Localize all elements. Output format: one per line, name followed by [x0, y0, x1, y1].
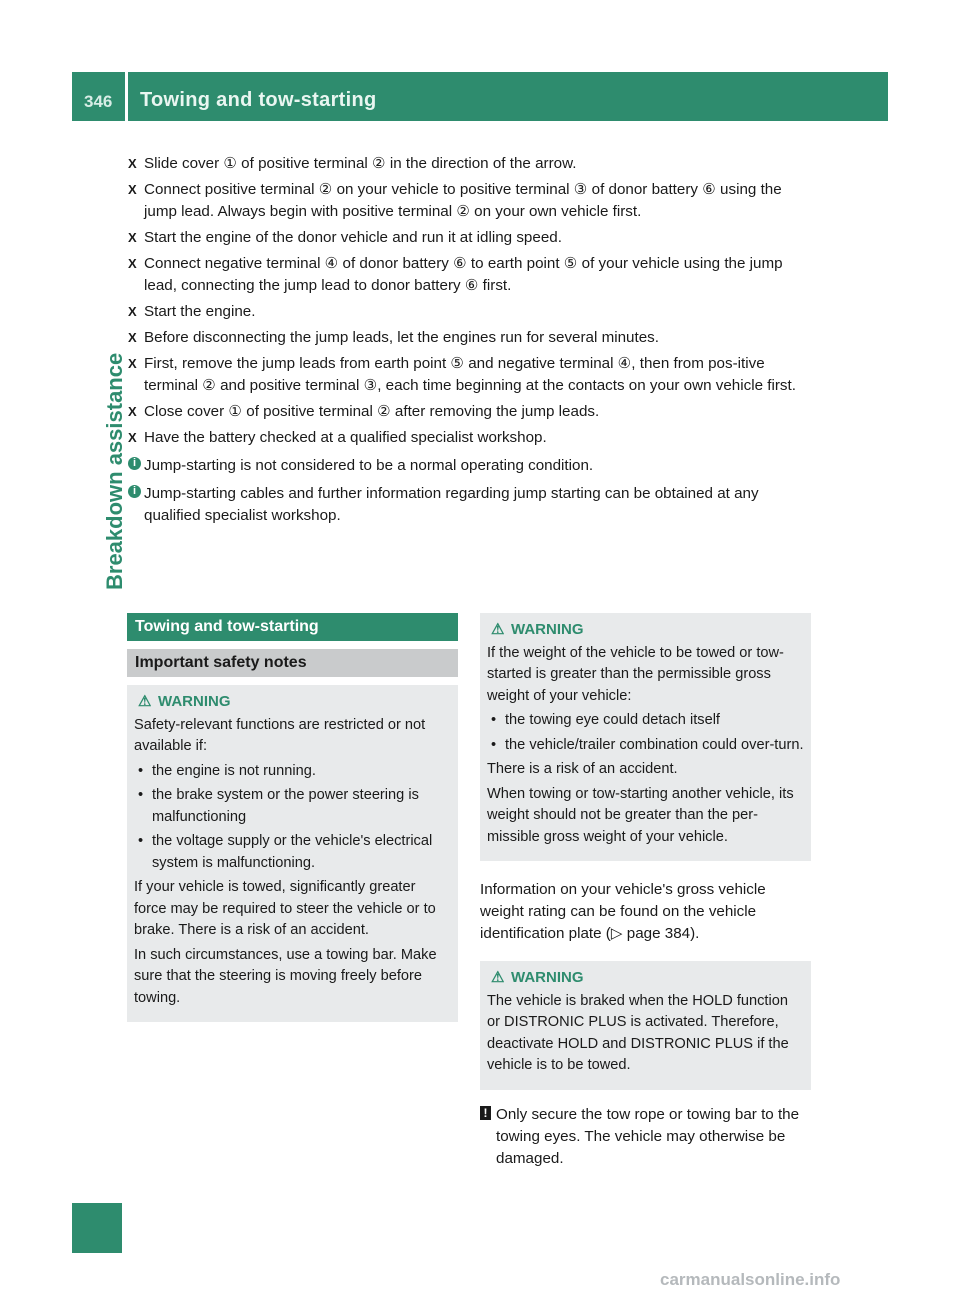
- info-note: i Jump-starting cables and further information regarding jump starting can be obtained at any qualified specialist workshop.: [128, 483, 818, 527]
- instruction-step: X Start the engine.: [128, 301, 818, 323]
- bullet-dot-icon: •: [491, 712, 497, 728]
- instruction-step: X Have the battery checked at a qualified specialist workshop.: [128, 427, 818, 449]
- instruction-step: X Start the engine of the donor vehicle and run it at idling speed.: [128, 227, 818, 249]
- step-arrow-icon: X: [128, 330, 137, 345]
- warning-text: In such circumstances, use a towing bar. Make sure that the steering is moving freely before towing.: [134, 946, 437, 1006]
- right-column: [480, 613, 811, 1170]
- warning-text: There is a risk of an accident.: [487, 761, 678, 777]
- warning-title: ⚠ WARNING: [487, 967, 804, 989]
- warning-triangle-icon: ⚠: [491, 621, 505, 638]
- warning-text: The vehicle is braked when the HOLD function or DISTRONIC PLUS is activated. Therefore, deactivate HOLD and DISTRONIC PLUS if the vehicle is to be towed.: [487, 992, 789, 1073]
- warning-box: [480, 961, 811, 1090]
- left-column: [127, 613, 458, 1022]
- chapter-tab-marker: [72, 1203, 122, 1253]
- instruction-step: X Connect positive terminal ② on your vehicle to positive terminal ③ of donor battery ⑥ using the jump lead. Always begin with positive terminal ② on your own vehicle first.: [128, 181, 782, 220]
- info-note: i Jump-starting is not considered to be a normal operating condition.: [128, 455, 818, 477]
- instruction-step: X Close cover ① of positive terminal ② after removing the jump leads.: [128, 401, 818, 423]
- step-arrow-icon: X: [128, 156, 137, 171]
- warning-triangle-icon: ⚠: [138, 693, 152, 710]
- body-paragraph: Information on your vehicle's gross vehicle weight rating can be found on the vehicle identification plate (▷ page 384).: [480, 881, 766, 942]
- warning-title: ⚠ WARNING: [487, 619, 804, 641]
- step-arrow-icon: X: [128, 356, 137, 371]
- step-arrow-icon: X: [128, 304, 137, 319]
- warning-bullet: • the towing eye could detach itself: [487, 710, 804, 732]
- step-arrow-icon: X: [128, 256, 137, 271]
- instruction-step: X Slide cover ① of positive terminal ② in the direction of the arrow.: [128, 153, 818, 175]
- warning-box: [127, 685, 458, 1022]
- warning-bullet: • the vehicle/trailer combination could over-turn.: [487, 735, 804, 757]
- warning-text: When towing or tow-starting another vehicle, its weight should not be greater than the per-missible gross weight of your vehicle.: [487, 785, 794, 845]
- warning-bullet: • the engine is not running.: [134, 761, 451, 783]
- step-arrow-icon: X: [128, 182, 137, 197]
- info-icon: i: [128, 485, 141, 498]
- step-arrow-icon: X: [128, 430, 137, 445]
- section-heading: Towing and tow-starting: [127, 613, 458, 641]
- page-number: 346: [84, 92, 113, 111]
- info-icon: i: [128, 457, 141, 470]
- chapter-tab-label: Breakdown assistance: [102, 352, 127, 590]
- warning-title: ⚠ WARNING: [134, 691, 451, 713]
- bullet-dot-icon: •: [491, 736, 497, 753]
- page-title: Towing and tow-starting: [140, 89, 377, 111]
- bullet-dot-icon: •: [138, 833, 144, 849]
- step-arrow-icon: X: [128, 230, 137, 245]
- warning-text: Safety-relevant functions are restricted or not available if:: [134, 716, 426, 754]
- instruction-step: X Before disconnecting the jump leads, let the engines run for several minutes.: [128, 327, 818, 349]
- warning-text: If the weight of the vehicle to be towed or tow-started is greater than the permissible gross weight of your vehicle:: [487, 644, 784, 704]
- warning-bullet: • the brake system or the power steering is malfunctioning: [138, 787, 419, 825]
- caution-note: ! Only secure the tow rope or towing bar to the towing eyes. The vehicle may otherwise be damaged.: [480, 1104, 811, 1170]
- watermark: carmanualsonline.info: [660, 1270, 841, 1289]
- subsection-heading: Important safety notes: [127, 649, 458, 677]
- header-divider: [125, 72, 128, 121]
- bullet-dot-icon: •: [138, 762, 144, 779]
- exclamation-icon: !: [480, 1106, 491, 1120]
- instruction-step: X Connect negative terminal ④ of donor battery ⑥ to earth point ⑤ of your vehicle using the jump lead, connecting the jump lead to donor battery ⑥ first.: [128, 255, 783, 294]
- bullet-dot-icon: •: [138, 787, 144, 803]
- warning-triangle-icon: ⚠: [491, 969, 505, 986]
- step-arrow-icon: X: [128, 404, 137, 419]
- warning-bullet: • the voltage supply or the vehicle's electrical system is malfunctioning.: [138, 833, 433, 871]
- instruction-list: [128, 153, 818, 531]
- warning-text: If your vehicle is towed, significantly greater force may be required to steer the vehicle or to brake. There is a risk of an accident.: [134, 879, 436, 938]
- instruction-step: X First, remove the jump leads from earth point ⑤ and negative terminal ④, then from pos-itive terminal ② and positive terminal ③, each time beginning at the contacts on your own vehicle first.: [128, 355, 796, 394]
- warning-box: [480, 613, 811, 861]
